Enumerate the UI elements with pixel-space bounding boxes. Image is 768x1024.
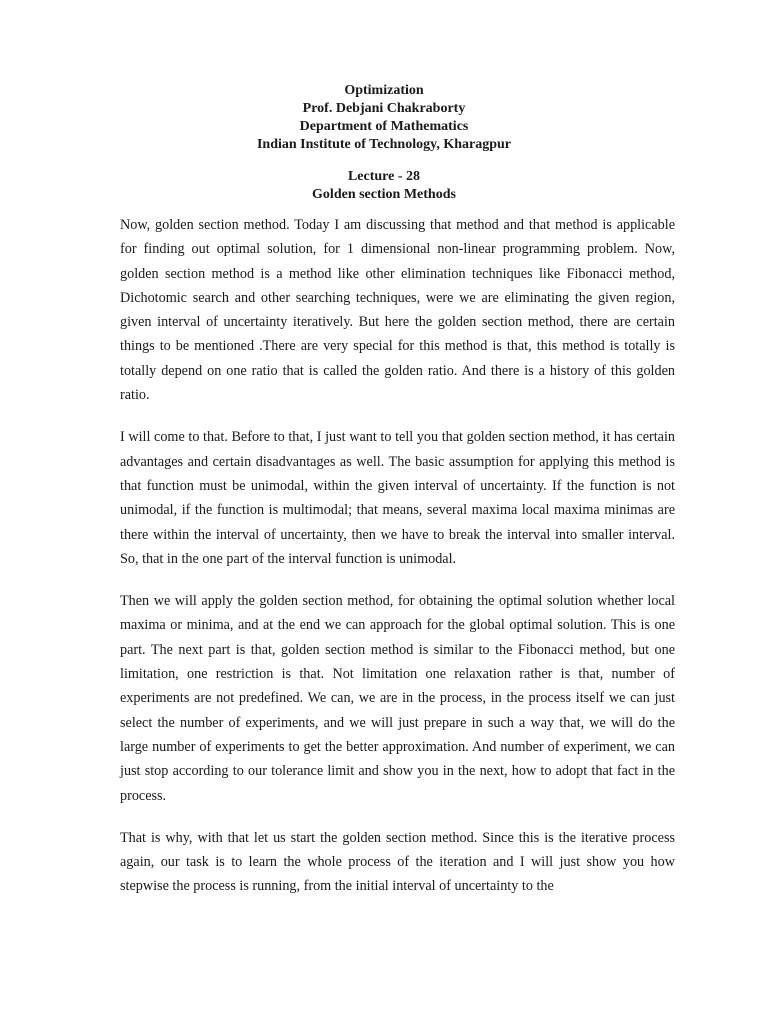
lecture-number: Lecture - 28 (347, 169, 421, 184)
paragraph: Then we will apply the golden section method, for obtaining the optimal solution whether local maxima or minima, and at the end we can approach for the global optimal solution. This is one part. The next part is that, golden section method is similar to the Fibonacci method, but one limitation, one restriction is that. Not limitation one relaxation rather is that, number of experiments are not predefined. We can, we are in the process, in the process itself we can just select the number of experiments, and we will just prepare in such a way that, we will do the large number of experiments to get the better approximation. And number of experiment, we can just stop according to our tolerance limit and show you in the next, how to adopt that fact in the process. (120, 593, 675, 804)
paragraph: That is why, with that let us start the golden section method. Since this is the iterative process again, our task is to learn the whole process of the iteration and I will just show you how stepwise the process is running, from the initial interval of uncertainty to the (120, 829, 675, 895)
lecture-topic: Golden section Methods (312, 187, 456, 202)
professor-name: Prof. Debjani Chakraborty (302, 101, 466, 116)
paragraph: Now, golden section method. Today I am discussing that method and that method is applicable for finding out optimal solution, for 1 dimensional non-linear programming problem. Now, golden section method is a method like other elimination techniques like Fibonacci method, Dichotomic search and other searching techniques, were we are eliminating the given region, given interval of uncertainty iteratively. But here the golden section method, there are certain things to be mentioned .There are very special for this method is that, this method is totally is totally depend on one ratio that is called the golden ratio. And there is a history of this golden ratio. (120, 217, 675, 404)
lecture-body (120, 213, 675, 917)
lecture-header (0, 82, 768, 204)
paragraph: I will come to that. Before to that, I just want to tell you that golden section method, it has certain advantages and certain disadvantages as well. The basic assumption for applying this method is that function must be unimodal, within the given interval of uncertainty. If the function is not unimodal, if the function is multimodal; that means, several maxima local maxima minimas are there within the interval of uncertainty, then we have to break the interval into smaller interval. So, that in the one part of the interval function is unimodal. (120, 429, 675, 567)
department-name: Department of Mathematics (299, 119, 469, 134)
header-spacer (0, 154, 768, 168)
institute-name: Indian Institute of Technology, Kharagpur (256, 137, 511, 152)
course-title: Optimization (344, 83, 424, 98)
